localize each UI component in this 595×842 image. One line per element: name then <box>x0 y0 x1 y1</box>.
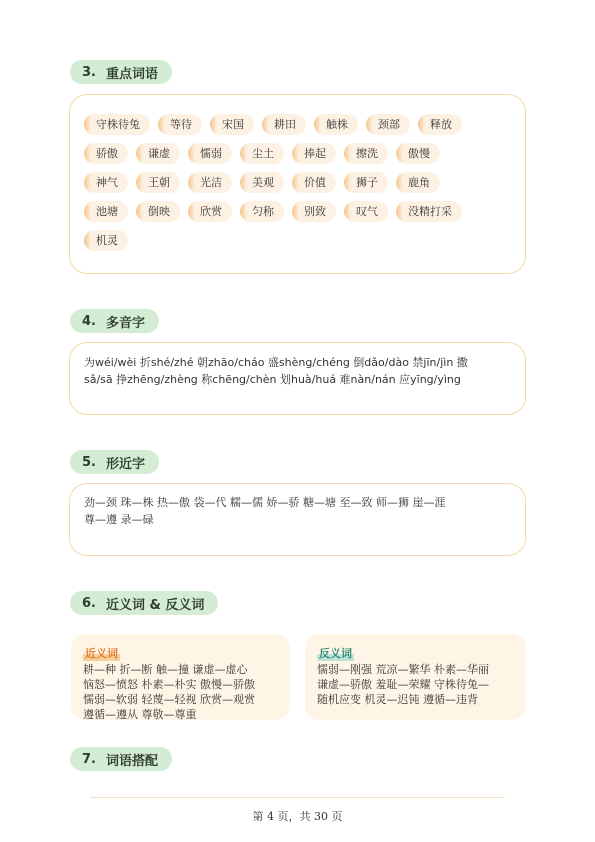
section-heading-synonyms-antonyms <box>70 591 218 615</box>
section-heading-collocations <box>70 747 172 771</box>
word-tag: 机灵 <box>84 230 128 251</box>
word-tag: 倒映 <box>136 201 180 222</box>
word-tag: 耕田 <box>262 114 306 135</box>
word-row <box>84 114 514 135</box>
word-tag: 别致 <box>292 201 336 222</box>
word-tag: 擦洗 <box>344 143 388 164</box>
synonyms-title: 近义词 <box>85 647 118 660</box>
antonyms-box <box>305 634 526 720</box>
synonyms-box <box>71 634 290 720</box>
page-footer: 第 4 页，共 30 页 <box>252 810 343 823</box>
synonym-line: 遵循—遵从 尊敬—尊重 <box>83 708 197 721</box>
section-heading-key-words <box>70 60 172 84</box>
text-line: 尊—遵 录—碌 <box>84 513 154 526</box>
word-row <box>84 230 514 251</box>
section-title: 多音字 <box>105 315 145 331</box>
section-number: 7. <box>82 751 96 767</box>
synonym-line: 恼怒—愤怒 朴素—朴实 傲慢—骄傲 <box>83 678 255 691</box>
word-tag: 鹿角 <box>396 172 440 193</box>
word-tag: 谦虚 <box>136 143 180 164</box>
word-tag: 狮子 <box>344 172 388 193</box>
word-tag: 触株 <box>314 114 358 135</box>
word-tag: 释放 <box>418 114 462 135</box>
word-row <box>84 201 514 222</box>
synonym-line: 懦弱—软弱 轻蔑—轻视 欣赏—观赏 <box>83 693 255 706</box>
word-tag: 美观 <box>240 172 284 193</box>
word-tag: 光洁 <box>188 172 232 193</box>
text-line: 劲—颈 珠—株 热—傲 袋—代 糯—儒 娇—骄 糖—塘 至—致 师—狮 崖—涯 <box>84 496 446 509</box>
word-row <box>84 172 514 193</box>
word-tag: 神气 <box>84 172 128 193</box>
word-tag: 等待 <box>158 114 202 135</box>
antonym-line: 谦虚—骄傲 羞耻—荣耀 守株待兔— <box>317 678 489 691</box>
similar-chars-text <box>84 494 514 528</box>
section-title: 形近字 <box>105 456 145 472</box>
word-tag: 没精打采 <box>396 201 462 222</box>
word-tag: 捧起 <box>292 143 336 164</box>
text-line: sǎ/sā 挣zhēng/zhèng 称chēng/chèn 划huà/huá 难nàn/nán 应yīng/yìng <box>84 373 461 386</box>
section-number: 5. <box>82 454 96 470</box>
footer-divider <box>90 797 505 798</box>
text-line: 为wéi/wèi 折shé/zhé 朝zhāo/cháo 盛shèng/chéng 倒dǎo/dào 禁jīn/jìn 撒 <box>84 356 468 369</box>
word-tag: 欣赏 <box>188 201 232 222</box>
antonym-line: 懦弱—刚强 荒凉—繁华 朴素—华丽 <box>317 663 489 676</box>
word-tag: 价值 <box>292 172 336 193</box>
section-number: 4. <box>82 313 96 329</box>
key-words-list <box>84 114 514 259</box>
word-tag: 池塘 <box>84 201 128 222</box>
section-heading-polyphones <box>70 309 159 333</box>
word-tag: 匀称 <box>240 201 284 222</box>
section-heading-similar-chars <box>70 450 159 474</box>
synonym-line: 耕—种 折—断 触—撞 谦虚—虚心 <box>83 663 248 676</box>
word-row <box>84 143 514 164</box>
word-tag: 守株待兔 <box>84 114 150 135</box>
polyphones-text <box>84 354 514 388</box>
section-number: 6. <box>82 595 96 611</box>
antonym-line: 随机应变 机灵—迟钝 遵循—违背 <box>317 693 478 706</box>
word-tag: 懦弱 <box>188 143 232 164</box>
section-title: 词语搭配 <box>105 753 158 769</box>
word-tag: 叹气 <box>344 201 388 222</box>
antonyms-title: 反义词 <box>319 647 352 660</box>
section-title: 重点词语 <box>105 66 158 82</box>
word-tag: 宋国 <box>210 114 254 135</box>
section-title: 近义词 & 反义词 <box>105 597 205 613</box>
word-tag: 王朝 <box>136 172 180 193</box>
word-tag: 颈部 <box>366 114 410 135</box>
word-tag: 尘土 <box>240 143 284 164</box>
word-tag: 傲慢 <box>396 143 440 164</box>
section-number: 3. <box>82 64 96 80</box>
word-tag: 骄傲 <box>84 143 128 164</box>
